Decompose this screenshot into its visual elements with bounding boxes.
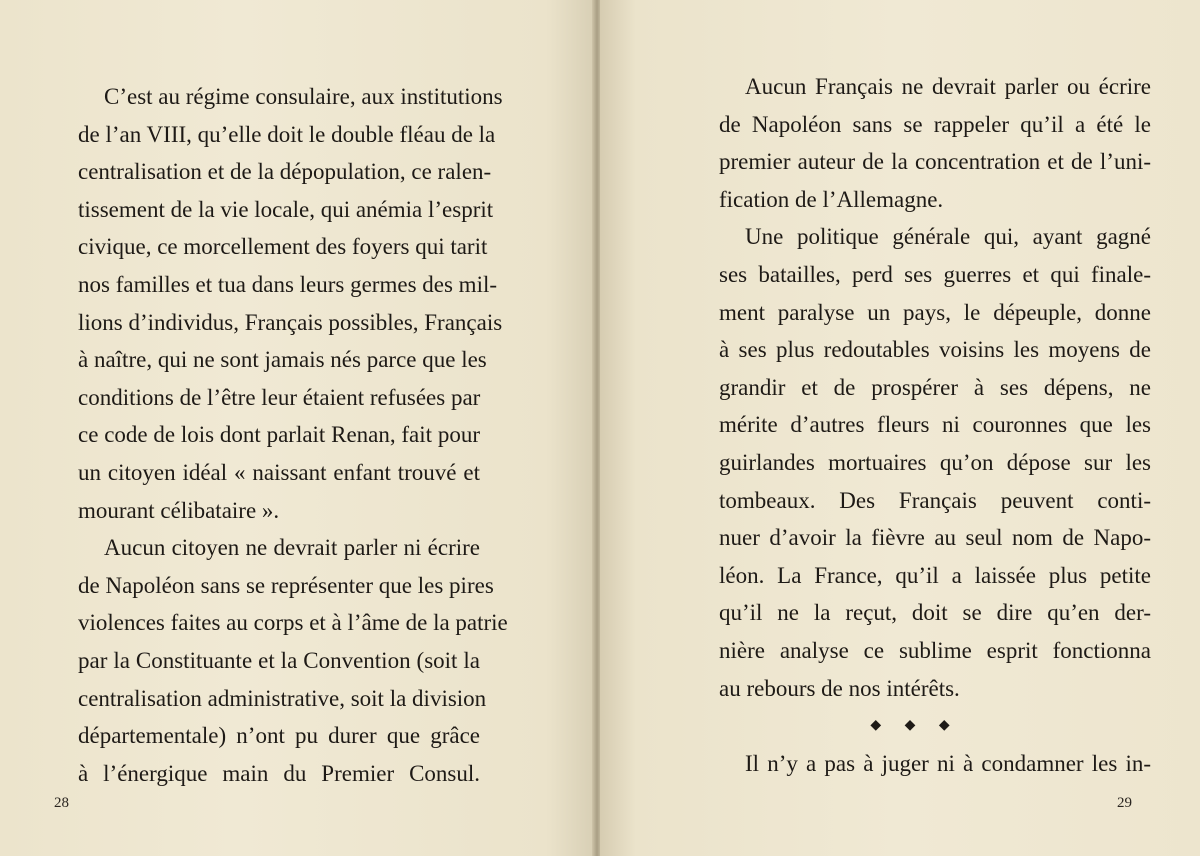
text-line: mourant célibataire ». [78, 497, 280, 523]
right-page-text [719, 68, 1151, 782]
text-line: ses batailles, perd ses guerres et qui finale- [719, 261, 1151, 287]
text-line: fication de l’Allemagne. [719, 186, 944, 212]
text-line: à naître, qui ne sont jamais nés parce que les [78, 347, 487, 373]
text-line: violences faites au corps et à l’âme de la patrie [78, 610, 508, 636]
text-line: tombeaux. Des Français peuvent conti- [719, 487, 1151, 513]
text-line: premier auteur de la concentration et de l’uni- [719, 149, 1151, 175]
text-line: guirlandes mortuaires qu’on dépose sur les [719, 449, 1151, 475]
text-line: de Napoléon sans se rappeler qu’il a été le [719, 111, 1151, 137]
text-line: de Napoléon sans se représenter que les pires [78, 572, 494, 598]
text-line: Aucun Français ne devrait parler ou écrire [745, 74, 1151, 99]
page-number-left: 28 [54, 795, 69, 811]
text-line: Aucun citoyen ne devrait parler ni écrire [104, 535, 480, 561]
section-ornament: ◆ ◆ ◆ [870, 718, 960, 734]
right-page [600, 0, 1200, 856]
text-line: ce code de lois dont parlait Renan, fait pour [78, 422, 480, 448]
text-line: tissement de la vie locale, qui anémia l’esprit [78, 196, 494, 222]
text-line: mérite d’autres fleurs ni couronnes que les [719, 412, 1151, 438]
text-line: conditions de l’être leur étaient refusées par [78, 384, 481, 410]
text-line: au rebours de nos intérêts. [719, 675, 960, 701]
text-line: centralisation et de la dépopulation, ce ralen- [78, 159, 492, 185]
text-line: nuer d’avoir la fièvre au seul nom de Napo- [719, 525, 1151, 551]
text-line: qu’il ne la reçut, doit se dire qu’en der- [719, 600, 1151, 626]
text-line: à ses plus redoutables voisins les moyens de [719, 337, 1151, 363]
text-line: civique, ce morcellement des foyers qui tarit [78, 234, 488, 260]
text-line: Une politique générale qui, ayant gagné [745, 224, 1151, 250]
text-line: nos familles et tua dans leurs germes des mil- [78, 271, 498, 297]
text-line: Il n’y a pas à juger ni à condamner les in- [745, 750, 1151, 776]
left-page [0, 0, 594, 856]
page-number-right: 29 [1117, 795, 1132, 811]
text-line: léon. La France, qu’il a laissée plus petite [719, 562, 1151, 588]
text-line: lions d’individus, Français possibles, Français [78, 309, 503, 335]
text-line: départementale) n’ont pu durer que grâce [78, 723, 480, 749]
text-line: nière analyse ce sublime esprit fonctionna [719, 637, 1151, 663]
text-line: à l’énergique main du Premier Consul. [78, 760, 480, 786]
text-line: centralisation administrative, soit la division [78, 685, 487, 711]
text-line: un citoyen idéal « naissant enfant trouvé et [78, 459, 480, 485]
text-line: ment paralyse un pays, le dépeuple, donne [719, 299, 1151, 325]
text-line: grandir et de prospérer à ses dépens, ne [719, 374, 1151, 400]
left-page-text [78, 78, 508, 792]
text-line: par la Constituante et la Convention (soit la [78, 647, 480, 673]
text-line: de l’an VIII, qu’elle doit le double fléau de la [78, 121, 496, 147]
text-line: C’est au régime consulaire, aux institutions [104, 84, 503, 109]
